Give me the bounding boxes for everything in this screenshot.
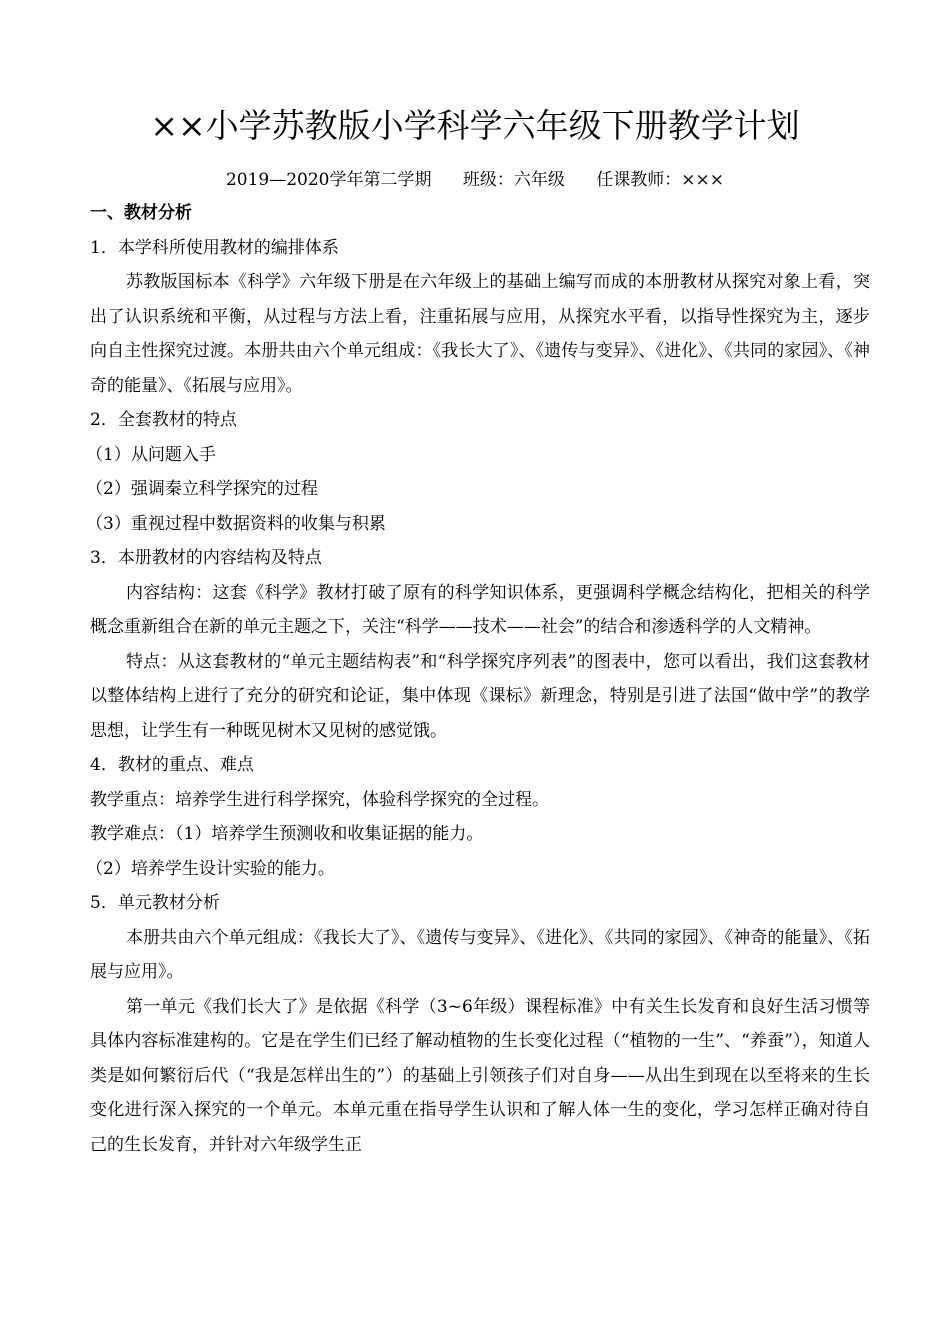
subheading-4: 4．教材的重点、难点: [90, 755, 254, 775]
teacher-text: 任课教师：×××: [596, 170, 725, 190]
term-text: 2019—2020学年第二学期: [225, 170, 432, 190]
paragraph-features: 特点：从这套教材的“单元主题结构表”和“科学探究序列表”的图表中，您可以看出，我们这套教材以整体结构上进行了充分的研究和论证，集中体现《课标》新理念，特别是引进了法国“做中学”的教学思想，让学生有一种既见树木又见树的感觉饿。: [90, 651, 870, 741]
paragraph-1: 苏教版国标本《科学》六年级下册是在六年级上的基础上编写而成的本册教材从探究对象上看，突出了认识系统和平衡，从过程与方法上看，注重拓展与应用，从探究水平看，以指导性探究为主，逐步向自主性探究过渡。本册共由六个单元组成：《我长大了》、《遗传与变异》、《进化》、《共同的家园》、《神奇的能量》、《拓展与应用》。: [90, 272, 870, 396]
subheading-3: 3．本册教材的内容结构及特点: [90, 548, 322, 568]
list-item: （3）重视过程中数据资料的收集与积累: [86, 513, 386, 534]
section-heading-textbook-analysis: 一、教材分析: [90, 203, 192, 223]
class-text: 班级：六年级: [462, 170, 565, 190]
list-item: （2）强调秦立科学探究的过程: [86, 479, 318, 499]
page-title: ××小学苏教版小学科学六年级下册教学计划: [150, 106, 800, 145]
paragraph-units: 本册共由六个单元组成：《我长大了》、《遗传与变异》、《进化》、《共同的家园》、《神奇的能量》、《拓展与应用》。: [90, 927, 870, 982]
teaching-key-point: 教学重点：培养学生进行科学探究，体验科学探究的全过程。: [90, 789, 549, 810]
teaching-difficulty: 教学难点：（1）培养学生预测收和收集证据的能力。: [90, 824, 484, 844]
subheading-2: 2．全套教材的特点: [90, 410, 237, 430]
paragraph-unit-one: 第一单元《我们长大了》是依据《科学（3~6年级）课程标准》中有关生长发育和良好生活习惯等具体内容标准建构的。它是在学生们已经了解动植物的生长变化过程（“植物的一生”、“养蚕”），知道人类是如何繁衍后代（“我是怎样出生的”）的基础上引领孩子们对自身——从出生到现在以至将来的生长变化进行深入探究的一个单元。本单元重在指导学生认识和了解人体一生的变化，学习怎样正确对待自己的生长发育，并针对六年级学生正: [90, 996, 870, 1155]
list-item: （1）从问题入手: [86, 444, 216, 465]
term-info-line: [0, 163, 950, 197]
teaching-difficulty-2: （2）培养学生设计实验的能力。: [86, 858, 335, 879]
subheading-5: 5．单元教材分析: [90, 893, 220, 913]
subheading-1: 1．本学科所使用教材的编排体系: [90, 237, 339, 258]
paragraph-content-structure: 内容结构：这套《科学》教材打破了原有的科学知识体系，更强调科学概念结构化，把相关的科学概念重新组合在新的单元主题之下，关注“科学——技术——社会”的结合和渗透科学的人文精神。: [90, 582, 870, 637]
document-body: [86, 196, 870, 1162]
